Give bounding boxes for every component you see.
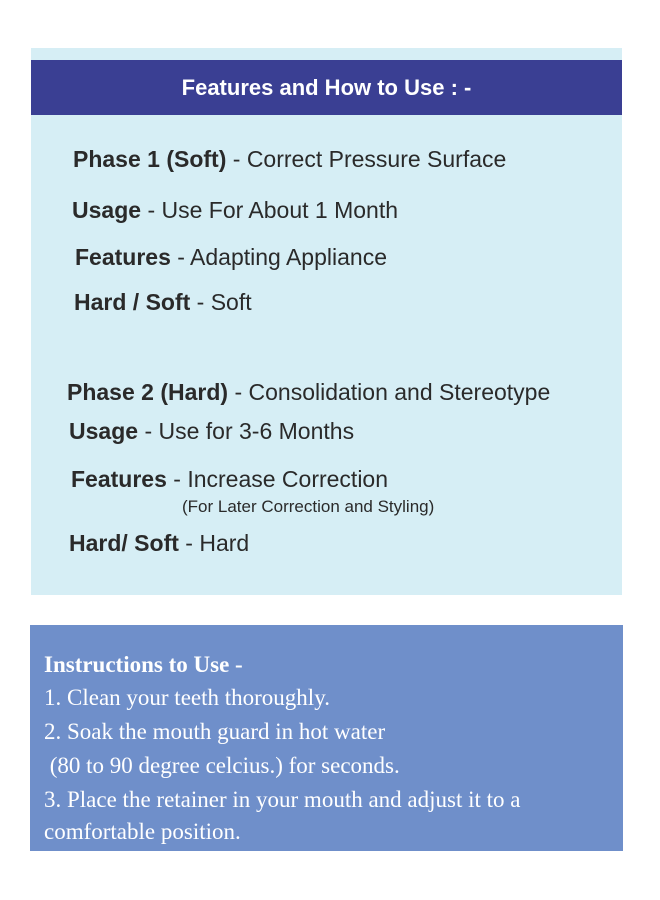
phase2-title-value: - Consolidation and Stereotype — [234, 379, 551, 405]
phase1-hardsoft-label: Hard / Soft — [74, 289, 191, 315]
phase2-hardsoft — [69, 528, 249, 558]
features-header — [31, 60, 622, 115]
phase2-features-label: Features — [71, 466, 167, 492]
phase2-features-value: - Increase Correction — [173, 466, 389, 492]
phase2-usage-value: - Use for 3-6 Months — [144, 418, 355, 444]
phase2-hardsoft-value: - Hard — [185, 530, 250, 556]
phase1-title-value: - Correct Pressure Surface — [232, 146, 507, 172]
phase1-hardsoft-value: - Soft — [196, 289, 252, 315]
instruction-line-3: (80 to 90 degree celcius.) for seconds. — [44, 753, 400, 778]
phase2-hardsoft-label: Hard/ Soft — [69, 530, 179, 556]
phase1-title — [73, 144, 506, 174]
phase1-features-value: - Adapting Appliance — [177, 244, 387, 270]
phase1-features-label: Features — [75, 244, 171, 270]
phase2-features-note: (For Later Correction and Styling) — [182, 497, 435, 516]
instruction-line-5: comfortable position. — [44, 819, 241, 844]
phase1-features — [75, 242, 387, 272]
phase1-usage — [72, 195, 398, 225]
features-panel — [31, 48, 622, 595]
phase2-usage — [69, 416, 354, 446]
phase1-usage-value: - Use For About 1 Month — [147, 197, 399, 223]
phase2-title — [67, 377, 550, 407]
instruction-line-4: 3. Place the retainer in your mouth and adjust it to a — [44, 787, 521, 812]
phase1-hardsoft — [74, 287, 252, 317]
phase1-title-label: Phase 1 (Soft) — [73, 146, 227, 172]
instruction-line-2: 2. Soak the mouth guard in hot water — [44, 719, 386, 744]
phase1-usage-label: Usage — [72, 197, 142, 223]
features-header-title: Features and How to Use : - — [181, 74, 472, 100]
phase2-title-label: Phase 2 (Hard) — [67, 379, 229, 405]
instructions-panel — [30, 625, 623, 851]
phase2-features — [71, 464, 388, 494]
instructions-title: Instructions to Use - — [44, 652, 243, 677]
phase2-usage-label: Usage — [69, 418, 139, 444]
instruction-line-1: 1. Clean your teeth thoroughly. — [44, 685, 330, 710]
